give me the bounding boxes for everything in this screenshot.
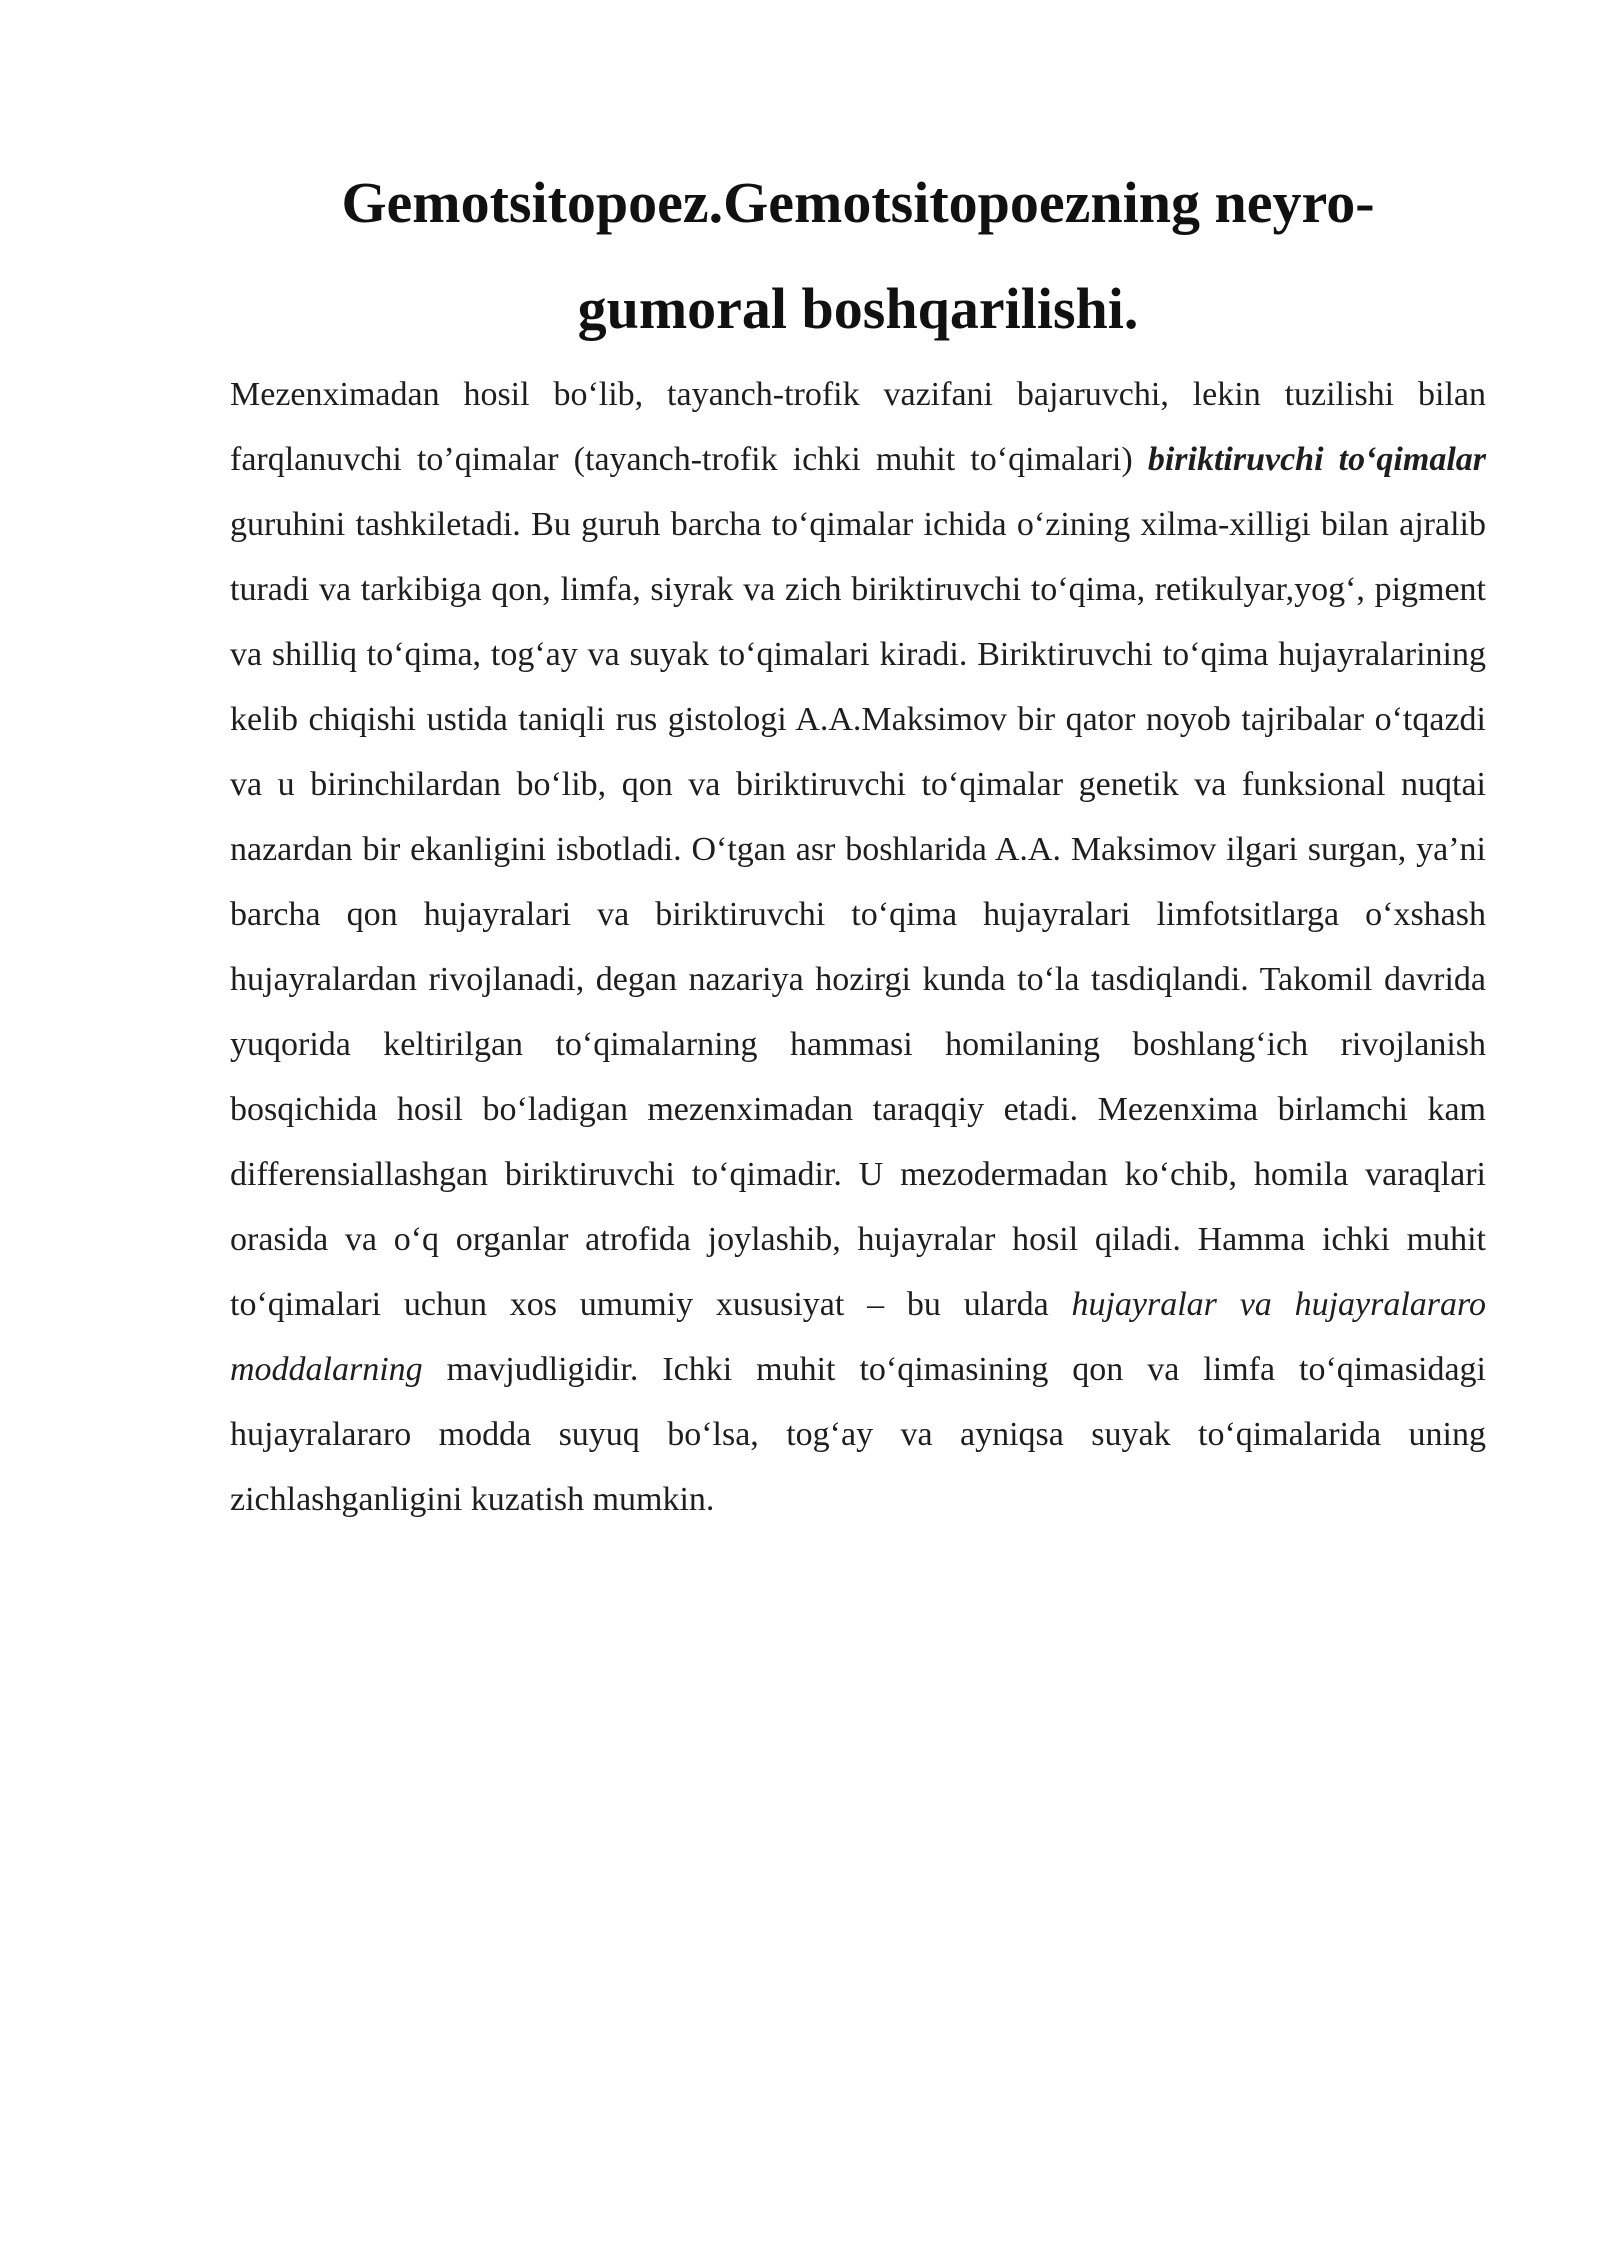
- document-title-line-2: gumoral boshqarilishi.: [577, 276, 1139, 341]
- document-title-line-1: Gemotsitopoez.Gemotsitopoezning neyro-: [341, 170, 1375, 235]
- term-biriktiruvchi-toqimalar: biriktiruvchi to‘qimalar: [1147, 441, 1486, 478]
- paragraph-text-part-2: guruhini tashkiletadi. Bu guruh barcha to‘qimalar ichida o‘zining xilma-xilligi bilan ajralib turadi va tarkibiga qon, limfa, siyrak va zich biriktiruvchi to‘qima, retikulyar,yog‘, pigment va shilliq to‘qima, tog‘ay va suyak to‘qimalari kiradi. Biriktiruvchi to‘qima hujayralarining kelib chiqishi ustida taniqli rus gistologi A.A.Maksimov bir qator noyob tajribalar o‘tqazdi va u birinchilardan bo‘lib, qon va biriktiruvchi to‘qimalar genetik va funksional nuqtai nazardan bir ekanligini isbotladi. O‘tgan asr boshlarida A.A. Maksimov ilgari surgan, ya’ni barcha qon hujayralari va biriktiruvchi to‘qima hujayralari limfotsitlarga o‘xshash hujayralardan rivojlanadi, degan nazariya hozirgi kunda to‘la tasdiqlandi. Takomil davrida yuqorida keltirilgan to‘qimalarning hammasi homilaning boshlang‘ich rivojlanish bosqichida hosil bo‘ladigan mezenximadan taraqqiy etadi. Mezenxima birlamchi kam differensiallashgan biriktiruvchi to‘qimadir. U mezodermadan ko‘chib, homila varaqlari orasida va o‘q organlar atrofida joylashib, hujayralar hosil qiladi. Hamma ichki muhit to‘qimalari uchun xos umumiy xususiyat – bu ularda: [230, 506, 1486, 1323]
- paragraph-text-part-3: mavjudligidir. Ichki muhit to‘qimasining qon va limfa to‘qimasidagi hujayralararo modda suyuq bo‘lsa, tog‘ay va ayniqsa suyak to‘qimalarida uning zichlashganligini kuzatish mumkin.: [230, 1351, 1486, 1518]
- body-paragraph: [230, 362, 1486, 1532]
- paragraph-text-part-1: Mezenximadan hosil bo‘lib, tayanch-trofik vazifani bajaruvchi, lekin tuzilishi bilan farqlanuvchi to’qimalar (tayanch-trofik ichki muhit to‘qimalari): [230, 376, 1486, 478]
- term-hujayralar-moddalar: hujayralar va hujayralararo moddalarning: [230, 1286, 1486, 1388]
- document-title: [230, 150, 1486, 362]
- document-page: [230, 150, 1486, 1532]
